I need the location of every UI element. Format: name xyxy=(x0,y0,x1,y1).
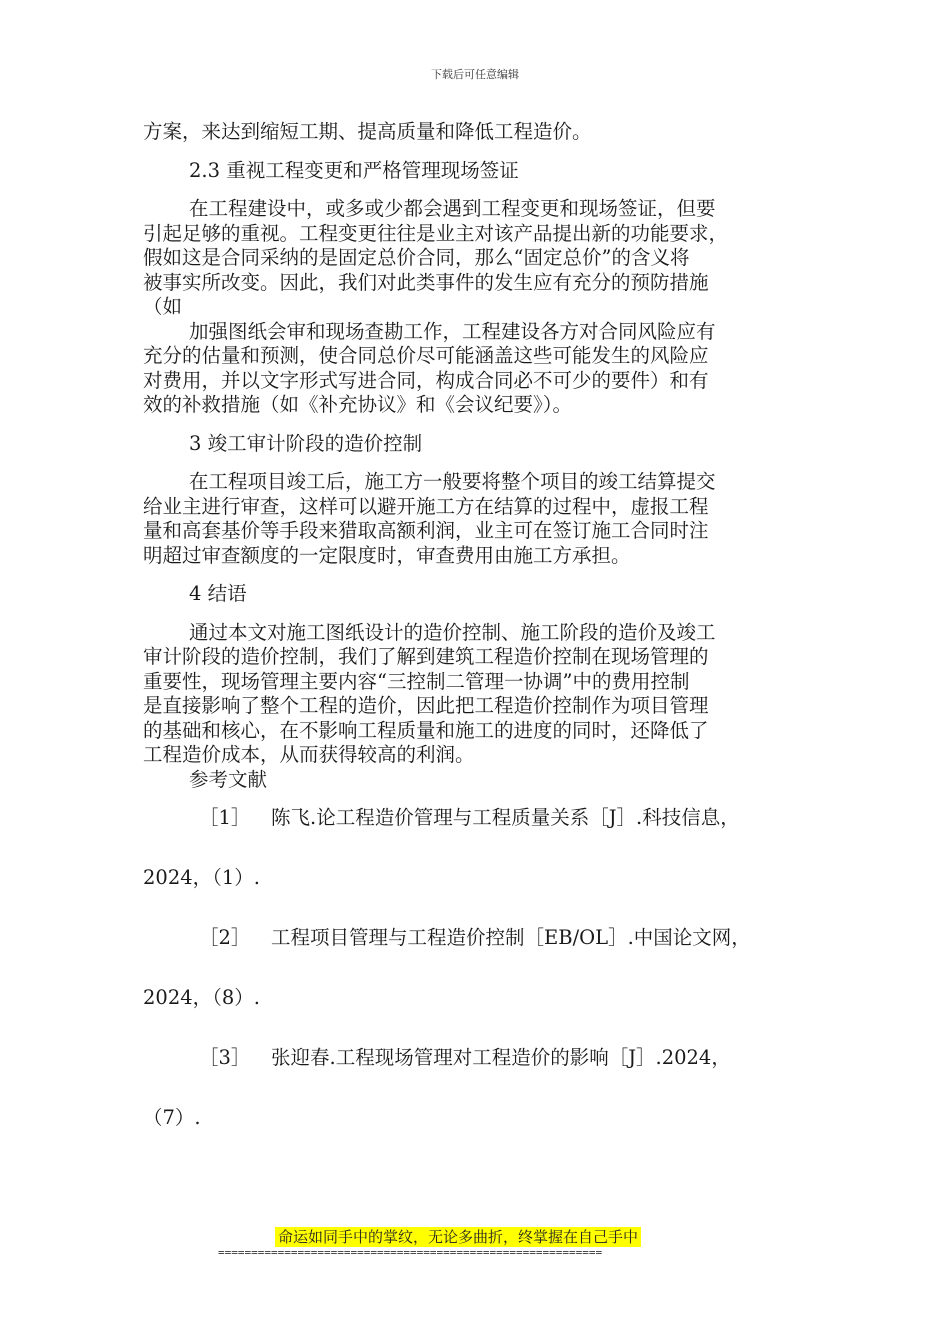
text-line: 给业主进行审查，这样可以避开施工方在结算的过程中，虚报工程 xyxy=(143,494,709,518)
text-line: 在工程项目竣工后，施工方一般要将整个项目的竣工结算提交 xyxy=(189,470,716,493)
section-heading-2-3: 2.3 重视工程变更和严格管理现场签证 xyxy=(189,158,519,182)
text-line: 工程造价成本，从而获得较高的利润。 xyxy=(143,743,475,766)
references-heading: 参考文献 xyxy=(189,767,268,791)
paragraph-2-3-b xyxy=(143,320,818,418)
text-line: 的基础和核心，在不影响工程质量和施工的进度的同时，还降低了 xyxy=(143,718,709,742)
reference-item xyxy=(143,1046,818,1130)
intro-line: 方案，来达到缩短工期、提高质量和降低工程造价。 xyxy=(143,120,592,143)
reference-line xyxy=(143,926,818,950)
text-line: 充分的估量和预测，使合同总价尽可能涵盖这些可能发生的风险应 xyxy=(143,344,709,367)
reference-number: ［2］ xyxy=(199,926,251,949)
text-line: 明超过审查额度的一定限度时，审查费用由施工方承担。 xyxy=(143,543,631,567)
text-line: 假如这是合同采纳的是固定总价合同，那么“固定总价”的含义将 xyxy=(143,246,690,269)
paragraph-3 xyxy=(143,470,818,568)
footer-motto: 命运如同手中的掌纹，无论多曲折，终掌握在自己手中 xyxy=(275,1227,641,1247)
footer-divider: ========================================================== xyxy=(218,1246,603,1259)
reference-item xyxy=(143,806,818,890)
reference-continuation: （7）. xyxy=(143,1106,201,1129)
reference-line xyxy=(143,1046,818,1070)
reference-item xyxy=(143,926,818,1010)
page-header-note: 下载后可任意编辑 xyxy=(431,68,519,81)
reference-line xyxy=(143,806,818,830)
text-line: 被事实所改变。因此，我们对此类事件的发生应有充分的预防措施 xyxy=(143,270,709,294)
reference-continuation: 2024，（8）. xyxy=(143,986,260,1009)
paragraph-4 xyxy=(143,621,818,768)
section-heading-4: 4 结语 xyxy=(189,582,247,605)
text-line: 是直接影响了整个工程的造价，因此把工程造价控制作为项目管理 xyxy=(143,694,709,717)
reference-text: 张迎春.工程现场管理对工程造价的影响［J］.2024， xyxy=(271,1046,731,1069)
text-line: （如 xyxy=(143,295,183,318)
document-body xyxy=(143,120,818,1130)
text-line: 引起足够的重视。工程变更往往是业主对该产品提出新的功能要求， xyxy=(143,221,729,245)
reference-text: 陈飞.论工程造价管理与工程质量关系［J］.科技信息， xyxy=(271,806,740,829)
text-line: 通过本文对施工图纸设计的造价控制、施工阶段的造价及竣工 xyxy=(189,620,716,644)
reference-continuation: 2024，（1）. xyxy=(143,866,260,889)
text-line: 效的补救措施（如《补充协议》和《会议纪要》）。 xyxy=(143,393,573,416)
text-line: 量和高套基价等手段来猎取高额利润，业主可在签订施工合同时注 xyxy=(143,519,709,542)
text-line: 重要性，现场管理主要内容“三控制二管理一协调”中的费用控制 xyxy=(143,669,690,693)
text-line: 对费用，并以文字形式写进合同，构成合同必不可少的要件）和有 xyxy=(143,368,709,392)
reference-text: 工程项目管理与工程造价控制［EB/OL］.中国论文网， xyxy=(271,926,751,949)
section-heading-3: 3 竣工审计阶段的造价控制 xyxy=(189,431,423,455)
text-line: 审计阶段的造价控制，我们了解到建筑工程造价控制在现场管理的 xyxy=(143,645,709,668)
paragraph-2-3-a xyxy=(143,197,818,320)
text-line: 在工程建设中，或多或少都会遇到工程变更和现场签证，但要 xyxy=(189,197,716,220)
text-line: 加强图纸会审和现场查勘工作，工程建设各方对合同风险应有 xyxy=(189,319,716,343)
reference-number: ［3］ xyxy=(199,1046,251,1069)
reference-number: ［1］ xyxy=(199,806,251,829)
